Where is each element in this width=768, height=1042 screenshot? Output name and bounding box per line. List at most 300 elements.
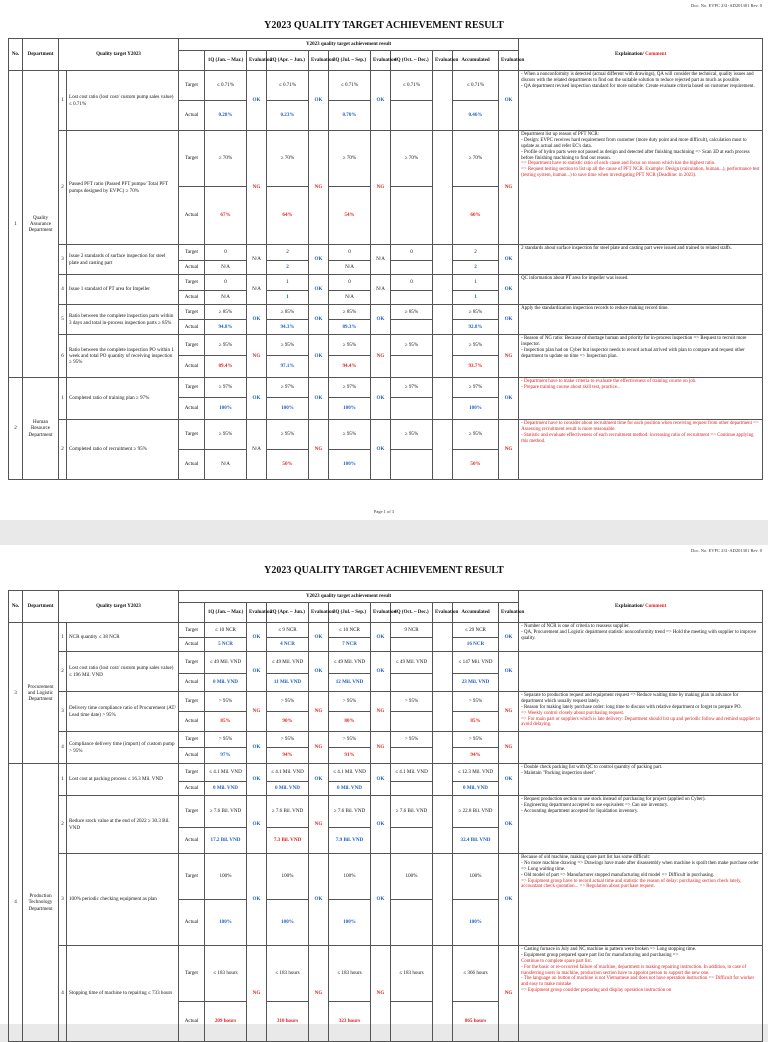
target-value: ≥ 95%	[267, 420, 309, 450]
evaluation-value: OK	[247, 732, 267, 764]
target-number: 4	[59, 732, 67, 764]
actual-value: 11 Mil. VND	[267, 674, 309, 692]
actual-value: 92.8%	[453, 320, 499, 335]
table-row	[9, 652, 763, 674]
target-value: ≤ 183 hours	[267, 946, 309, 1002]
comment-cell	[519, 652, 763, 692]
evaluation-value: OK	[499, 378, 519, 420]
evaluation-value	[433, 378, 453, 420]
comment-line: - Engineering department accepted to use equivalent => Can use inventory.	[521, 802, 669, 808]
evaluation-value	[433, 245, 453, 275]
actual-value	[391, 712, 433, 732]
target-value: > 95%	[267, 732, 309, 748]
target-value: ≥ 95%	[329, 420, 371, 450]
comment-line: - Accounting department accepted for liquidation inventory.	[521, 808, 639, 814]
evaluation-value: NG	[309, 946, 329, 1042]
actual-value: 94%	[267, 748, 309, 764]
target-label: Target	[179, 305, 205, 320]
header-eval: Evaluation	[499, 603, 519, 623]
comment-cell	[519, 796, 763, 854]
header-q4: 4Q (Oct. ~ Dec.)	[391, 603, 433, 623]
actual-label: Actual	[179, 261, 205, 275]
target-value: ≥ 7.6 Bil. VND	[329, 796, 371, 828]
target-value: > 95%	[453, 692, 499, 712]
target-value: ≥ 95%	[391, 335, 433, 356]
header-eval: Evaluation	[433, 603, 453, 623]
target-value: ≥ 70%	[205, 131, 247, 187]
header-comment-label: Comment	[645, 603, 667, 609]
target-value: 0	[391, 245, 433, 261]
quality-target-table-page-2	[8, 590, 763, 1042]
evaluation-value: OK	[499, 854, 519, 946]
target-description: Reduce stock value at the end of 2022 ≥ 30.3 Bil. VND	[67, 796, 179, 854]
header-department: Department	[23, 39, 59, 71]
target-description: Compliance delivery time (import) of custom pump > 95%	[67, 732, 179, 764]
evaluation-value: OK	[499, 275, 519, 305]
actual-value: 80%	[329, 712, 371, 732]
actual-label: Actual	[179, 900, 205, 946]
page-title: Y2023 QUALITY TARGET ACHIEVEMENT RESULT	[264, 565, 504, 576]
actual-value: N/A	[329, 291, 371, 305]
target-number: 4	[59, 275, 67, 305]
comment-cell	[519, 420, 763, 480]
evaluation-value: OK	[247, 378, 267, 420]
target-value: > 95%	[205, 732, 247, 748]
comment-line: - Double check packing list with QC to control quantity of packing part.	[521, 765, 663, 770]
evaluation-value: OK	[309, 378, 329, 420]
evaluation-value	[433, 131, 453, 245]
target-value: ≥ 7.6 Bil. VND	[205, 796, 247, 828]
comment-line: - Separate to production request and equipment request => Reduce waiting time by making plan in advance for department which usually request lately.	[521, 693, 739, 704]
actual-value: 1	[453, 291, 499, 305]
actual-value: 97.1%	[267, 356, 309, 378]
comment-cell	[519, 305, 763, 335]
comment-line-red: - Department have to make criteria to evaluate the effectiveness of training course on job.	[521, 379, 697, 384]
target-value: ≤ 4.1 Mil. VND	[391, 764, 433, 782]
doc-number: Doc. No. EVPC 231-AD201301 Rev. 0	[691, 3, 762, 8]
header-department: Department	[23, 591, 59, 623]
comment-cell	[519, 946, 763, 1042]
actual-label: Actual	[179, 674, 205, 692]
target-value: ≤ 0.71%	[329, 71, 371, 101]
table-body	[9, 623, 763, 1042]
target-value: 1	[267, 275, 309, 291]
header-blank	[179, 603, 205, 623]
target-value: ≥ 70%	[329, 131, 371, 187]
evaluation-value: N/A	[247, 420, 267, 480]
actual-value: 0 Mil. VND	[453, 782, 499, 796]
actual-label: Actual	[179, 782, 205, 796]
evaluation-value: NG	[499, 692, 519, 732]
target-value: > 95%	[267, 692, 309, 712]
header-comment-label: Comment	[645, 51, 667, 57]
header-quality-target: Quality target Y2023	[59, 591, 179, 623]
actual-label: Actual	[179, 356, 205, 378]
evaluation-value	[433, 305, 453, 335]
header-q1: 1Q (Jan. ~ Mar.)	[205, 51, 247, 71]
comment-line: - Number of NCR is one of criteria to reassess supplier.	[521, 624, 630, 629]
header-no: No.	[9, 591, 23, 623]
target-value: > 95%	[329, 732, 371, 748]
comment-line-red: - For the basic or re-occurred failure of machine, department is making repairing instruction. In addition, in case of transferring users in machine, production section have to appoint person to support the new one.	[521, 964, 747, 976]
target-value: ≥ 97%	[205, 378, 247, 398]
target-value: ≤ 183 hours	[391, 946, 433, 1002]
comment-cell	[519, 764, 763, 796]
actual-value	[391, 320, 433, 335]
evaluation-value: OK	[309, 305, 329, 335]
header-eval: Evaluation	[371, 51, 391, 71]
actual-value: 5 NCR	[205, 638, 247, 652]
actual-value	[391, 187, 433, 245]
header-accumulated: Accumulated	[453, 51, 499, 71]
evaluation-value: OK	[247, 623, 267, 652]
target-label: Target	[179, 275, 205, 291]
comment-line-red: => For main part or suppliers which is late delivery: Department should list up and periodic follow and remind supplier to avoid delaying.	[521, 716, 760, 728]
header-eval: Evaluation	[247, 603, 267, 623]
target-label: Target	[179, 732, 205, 748]
comment-cell	[519, 131, 763, 245]
comment-line-red: => Equipment group consider preparing and display operation instruction on	[521, 988, 672, 994]
target-value: ≤ 49 Mil. VND	[205, 652, 247, 674]
evaluation-value: OK	[371, 71, 391, 131]
target-number: 6	[59, 335, 67, 378]
target-description: Lost cost at packing process ≤ 16.3 Mil. VND	[67, 764, 179, 796]
target-description: Ratio between the complete inspection PO within 1 week and total PO quantity of receiving inspection ≥ 95%	[67, 335, 179, 378]
evaluation-value: NG	[309, 796, 329, 854]
target-value: 100%	[453, 854, 499, 900]
evaluation-value	[433, 692, 453, 732]
actual-value: N/A	[205, 291, 247, 305]
target-value: ≥ 85%	[205, 305, 247, 320]
actual-value: 97%	[205, 748, 247, 764]
actual-label: Actual	[179, 101, 205, 131]
actual-value: 89.3%	[329, 320, 371, 335]
comment-line-red: => Department have to statistic ratio of each cause and focus on reason which has the highest ratio.	[521, 161, 716, 167]
table-row	[9, 275, 763, 291]
comment-line-red: => Equipment group have to record actual time and statistic the reason of delay: purchasing section check lately, accountant check quotation... => Regulation about purchase request.	[521, 878, 742, 890]
target-value: ≤ 9 NCR	[267, 623, 309, 638]
evaluation-value: N/A	[371, 275, 391, 305]
actual-value: 50%	[267, 450, 309, 480]
actual-value: 89.4%	[205, 356, 247, 378]
target-label: Target	[179, 378, 205, 398]
target-value: ≤ 183 hours	[329, 946, 371, 1002]
header-eval: Evaluation	[433, 51, 453, 71]
evaluation-value	[433, 796, 453, 854]
comment-cell	[519, 275, 763, 305]
table-row	[9, 305, 763, 320]
target-number: 2	[59, 652, 67, 692]
header-accumulated: Accumulated	[453, 603, 499, 623]
comment-cell	[519, 732, 763, 764]
actual-value: 17.2 Bil. VND	[205, 828, 247, 854]
target-value: > 95%	[391, 732, 433, 748]
target-value: ≥ 95%	[329, 335, 371, 356]
department-number: 3	[9, 623, 23, 764]
header-q4: 4Q (Oct. ~ Dec.)	[391, 51, 433, 71]
target-value: ≥ 85%	[267, 305, 309, 320]
evaluation-value: OK	[309, 652, 329, 692]
header-result-group: Y2023 quality target achievement result	[179, 591, 519, 603]
actual-value: 100%	[453, 900, 499, 946]
department-name: Production Technology Department	[23, 764, 59, 1042]
actual-value	[391, 748, 433, 764]
evaluation-value: NG	[499, 420, 519, 480]
table-row	[9, 378, 763, 398]
table-row	[9, 335, 763, 356]
actual-value: N/A	[205, 261, 247, 275]
actual-value: 100%	[329, 450, 371, 480]
target-value: 2	[267, 245, 309, 261]
actual-value: 4 NCR	[267, 638, 309, 652]
evaluation-value: OK	[371, 764, 391, 796]
actual-value: 23 Mil. VND	[453, 674, 499, 692]
target-value: 9 NCR	[391, 623, 433, 638]
evaluation-value	[433, 854, 453, 946]
actual-value: 100%	[267, 398, 309, 420]
target-value: ≥ 7.6 Bil. VND	[267, 796, 309, 828]
evaluation-value: NG	[499, 946, 519, 1042]
target-value: ≥ 97%	[329, 378, 371, 398]
target-label: Target	[179, 946, 205, 1002]
actual-value: 100%	[329, 900, 371, 946]
target-value: ≥ 95%	[205, 335, 247, 356]
actual-value: 0.28%	[205, 101, 247, 131]
target-label: Target	[179, 692, 205, 712]
actual-label: Actual	[179, 398, 205, 420]
target-value: ≤ 4.1 Mil. VND	[205, 764, 247, 782]
department-number: 2	[9, 378, 23, 480]
actual-value	[391, 398, 433, 420]
comment-line: - Equipment group prepared spare part list for manufacturing and purchasing =>	[521, 952, 679, 958]
evaluation-value	[433, 335, 453, 378]
header-blank	[179, 51, 205, 71]
actual-value: 60%	[453, 187, 499, 245]
target-label: Target	[179, 764, 205, 782]
actual-label: Actual	[179, 712, 205, 732]
comment-line-red: - Prepare training course about skill test, practice...	[521, 384, 621, 390]
actual-value: 54%	[329, 187, 371, 245]
comment-line: - Design: EVPC receives hard requirement from customer (more duty point and more difficult), calculation must to update as actual and refer EC's data.	[521, 137, 747, 149]
evaluation-value	[433, 71, 453, 131]
comment-cell	[519, 335, 763, 378]
table-row	[9, 854, 763, 900]
evaluation-value: NG	[247, 692, 267, 732]
evaluation-value	[433, 652, 453, 692]
evaluation-value: OK	[499, 764, 519, 796]
header-explanation	[519, 591, 763, 623]
target-label: Target	[179, 854, 205, 900]
target-value: ≤ 10 NCR	[205, 623, 247, 638]
target-value: ≤ 147 Mil. VND	[453, 652, 499, 674]
evaluation-value: OK	[309, 275, 329, 305]
target-value: ≤ 183 hours	[205, 946, 247, 1002]
actual-value: 0 Mil. VND	[205, 782, 247, 796]
evaluation-value: OK	[309, 335, 329, 378]
evaluation-value: OK	[371, 378, 391, 420]
target-description: Lost cost ratio (lost cost/ custom pump sales value) ≤ 196 Mil. VND	[67, 652, 179, 692]
actual-label: Actual	[179, 1002, 205, 1042]
evaluation-value: OK	[247, 796, 267, 854]
comment-cell	[519, 623, 763, 652]
header-eval: Evaluation	[247, 51, 267, 71]
actual-value: 7 NCR	[329, 638, 371, 652]
evaluation-value: N/A	[247, 245, 267, 275]
actual-value: 16 NCR	[453, 638, 499, 652]
evaluation-value: NG	[499, 335, 519, 378]
target-value: 100%	[329, 854, 371, 900]
evaluation-value: OK	[499, 796, 519, 854]
target-value: 0	[391, 275, 433, 291]
evaluation-value: OK	[309, 623, 329, 652]
comment-cell	[519, 245, 763, 275]
actual-label: Actual	[179, 638, 205, 652]
target-value: ≥ 95%	[205, 420, 247, 450]
comment-line: - Profile of hydro parts were not passed as design and detected after finishing machining => Scan 3D at each process before finishing machining to find out reason.	[521, 149, 750, 161]
actual-value	[391, 674, 433, 692]
target-description: Passed PFT ratio (Passed PFT pumps/ Total PFT pumps designed by EVPC) ≥ 70%	[67, 131, 179, 245]
actual-value	[391, 782, 433, 796]
target-value: ≥ 97%	[267, 378, 309, 398]
target-number: 2	[59, 796, 67, 854]
actual-value	[391, 638, 433, 652]
evaluation-value: OK	[247, 854, 267, 946]
comment-line: - Request production section to use stock instead of purchasing for project (applied on Cyber).	[521, 797, 706, 802]
target-number: 3	[59, 245, 67, 275]
evaluation-value	[433, 623, 453, 652]
evaluation-value: OK	[499, 623, 519, 652]
header-eval: Evaluation	[309, 51, 329, 71]
comment-line-red: - Statistic and evaluate effectiveness of each recruitment method: increasing ratio of recruitment => Continue applying this method.	[521, 432, 754, 444]
actual-value: 100%	[267, 900, 309, 946]
target-value: ≥ 85%	[391, 305, 433, 320]
target-value: > 95%	[329, 692, 371, 712]
evaluation-value: NG	[309, 420, 329, 480]
target-label: Target	[179, 420, 205, 450]
actual-value: 310 hours	[267, 1002, 309, 1042]
target-value: ≥ 95%	[391, 420, 433, 450]
actual-value: 0 Mil. VND	[267, 782, 309, 796]
actual-value: 2	[453, 261, 499, 275]
actual-value	[391, 900, 433, 946]
actual-value: 865 hours	[453, 1002, 499, 1042]
target-value: > 95%	[391, 692, 433, 712]
comment-line: - QA department revised inspection standard for more suitable: Create evaluate criteria based on customer requirement.	[521, 83, 755, 89]
comment-line: - Casting furnace in July and NC machine in pattern were broken => Long stopping time.	[521, 947, 697, 952]
quality-target-table-page-1	[8, 38, 763, 480]
target-description: Issue 1 standard of PT area for Impeller	[67, 275, 179, 305]
target-number: 1	[59, 764, 67, 796]
page-number: Page 1 of 3	[373, 509, 395, 514]
table-row	[9, 692, 763, 712]
actual-value: 2	[267, 261, 309, 275]
actual-label: Actual	[179, 450, 205, 480]
target-description: Completed ratio of training plan ≥ 97%	[67, 378, 179, 420]
evaluation-value: NG	[499, 732, 519, 764]
evaluation-value: NG	[247, 946, 267, 1042]
target-value: ≥ 95%	[267, 335, 309, 356]
comment-line: - Reason for making lately purchase order: long time to discuss with relative department or forget to prepare PO.	[521, 704, 742, 710]
actual-value: 90%	[267, 712, 309, 732]
target-value: ≥ 85%	[329, 305, 371, 320]
table-row	[9, 623, 763, 638]
actual-value	[391, 356, 433, 378]
target-number: 2	[59, 420, 67, 480]
comment-line-red: Continue to complete spare part list.	[521, 958, 593, 964]
evaluation-value: OK	[371, 305, 391, 335]
comment-line: - Inspection plan had on Cyber but inspector needs to record actual arrived with plan to compare and request other department to update on time => Inspection plan.	[521, 347, 745, 359]
header-result-group: Y2023 quality target achievement result	[179, 39, 519, 51]
comment-cell	[519, 378, 763, 420]
actual-value: 94.3%	[267, 320, 309, 335]
evaluation-value: NG	[309, 732, 329, 764]
evaluation-value: NG	[247, 335, 267, 378]
actual-value	[391, 261, 433, 275]
actual-label: Actual	[179, 748, 205, 764]
evaluation-value: OK	[499, 305, 519, 335]
target-number: 3	[59, 854, 67, 946]
actual-value	[391, 1002, 433, 1042]
target-value: ≤ 366 hours	[453, 946, 499, 1002]
target-label: Target	[179, 335, 205, 356]
target-label: Target	[179, 623, 205, 638]
table-row	[9, 131, 763, 187]
comment-line: - When a nonconformity is detected (actual different with drawings), QA will consider the technical, quality issues and discuss with the related departments to find out the suitable solution to reduce rejected part as much as possible.	[521, 72, 754, 83]
target-label: Target	[179, 796, 205, 828]
table-body	[9, 71, 763, 480]
target-description: 100% periodic checking equipment as plan	[67, 854, 179, 946]
target-value: ≥ 97%	[453, 378, 499, 398]
table-row	[9, 946, 763, 1002]
evaluation-value: NG	[309, 131, 329, 245]
department-name: Quality Assurance Department	[23, 71, 59, 378]
actual-value: N/A	[205, 450, 247, 480]
evaluation-value: OK	[371, 796, 391, 854]
actual-value: 94.4%	[329, 356, 371, 378]
target-description: NCR quantity ≤ 38 NCR	[67, 623, 179, 652]
target-value: ≥ 7.6 Bil. VND	[391, 796, 433, 828]
evaluation-value: OK	[309, 245, 329, 275]
evaluation-value: NG	[309, 692, 329, 732]
actual-value: 209 hours	[205, 1002, 247, 1042]
target-number: 5	[59, 305, 67, 335]
evaluation-value: NG	[371, 335, 391, 378]
comment-line: Apply the standardization inspection records to reduce making record time.	[521, 306, 669, 311]
header-explanation-label: Explaination/	[614, 51, 644, 57]
target-value: 0	[329, 245, 371, 261]
actual-label: Actual	[179, 320, 205, 335]
actual-value: 1	[267, 291, 309, 305]
target-number: 3	[59, 692, 67, 732]
comment-line: - QA, Procurement and Logistic department statistic nonconformity trend => Hold the meeting with supplier to improve quality.	[521, 629, 757, 641]
evaluation-value: OK	[371, 623, 391, 652]
comment-line: QC information about PT area for impeller was issued.	[521, 276, 629, 281]
table-row	[9, 420, 763, 450]
comment-line-red: => Request testing section to list up all the cause of PFT NCR. Example: Design (calculation, human...), performance test (testing system, human...) to save time when investigating PFT NCR (Deadline: in 2023).	[521, 167, 760, 179]
evaluation-value	[433, 764, 453, 796]
evaluation-value	[433, 275, 453, 305]
evaluation-value	[433, 420, 453, 480]
target-value: ≥ 85%	[453, 305, 499, 320]
evaluation-value: OK	[309, 71, 329, 131]
target-value: ≤ 29 NCR	[453, 623, 499, 638]
target-value: ≥ 70%	[391, 131, 433, 187]
evaluation-value: OK	[247, 764, 267, 796]
actual-value: 100%	[329, 398, 371, 420]
comment-line: - Old model of part => Manufacturer stopped manufacturing old model => Difficult in purchasing.	[521, 872, 715, 878]
header-q2: 2Q (Apr. ~ Jun.)	[267, 603, 309, 623]
header-eval: Evaluation	[371, 603, 391, 623]
